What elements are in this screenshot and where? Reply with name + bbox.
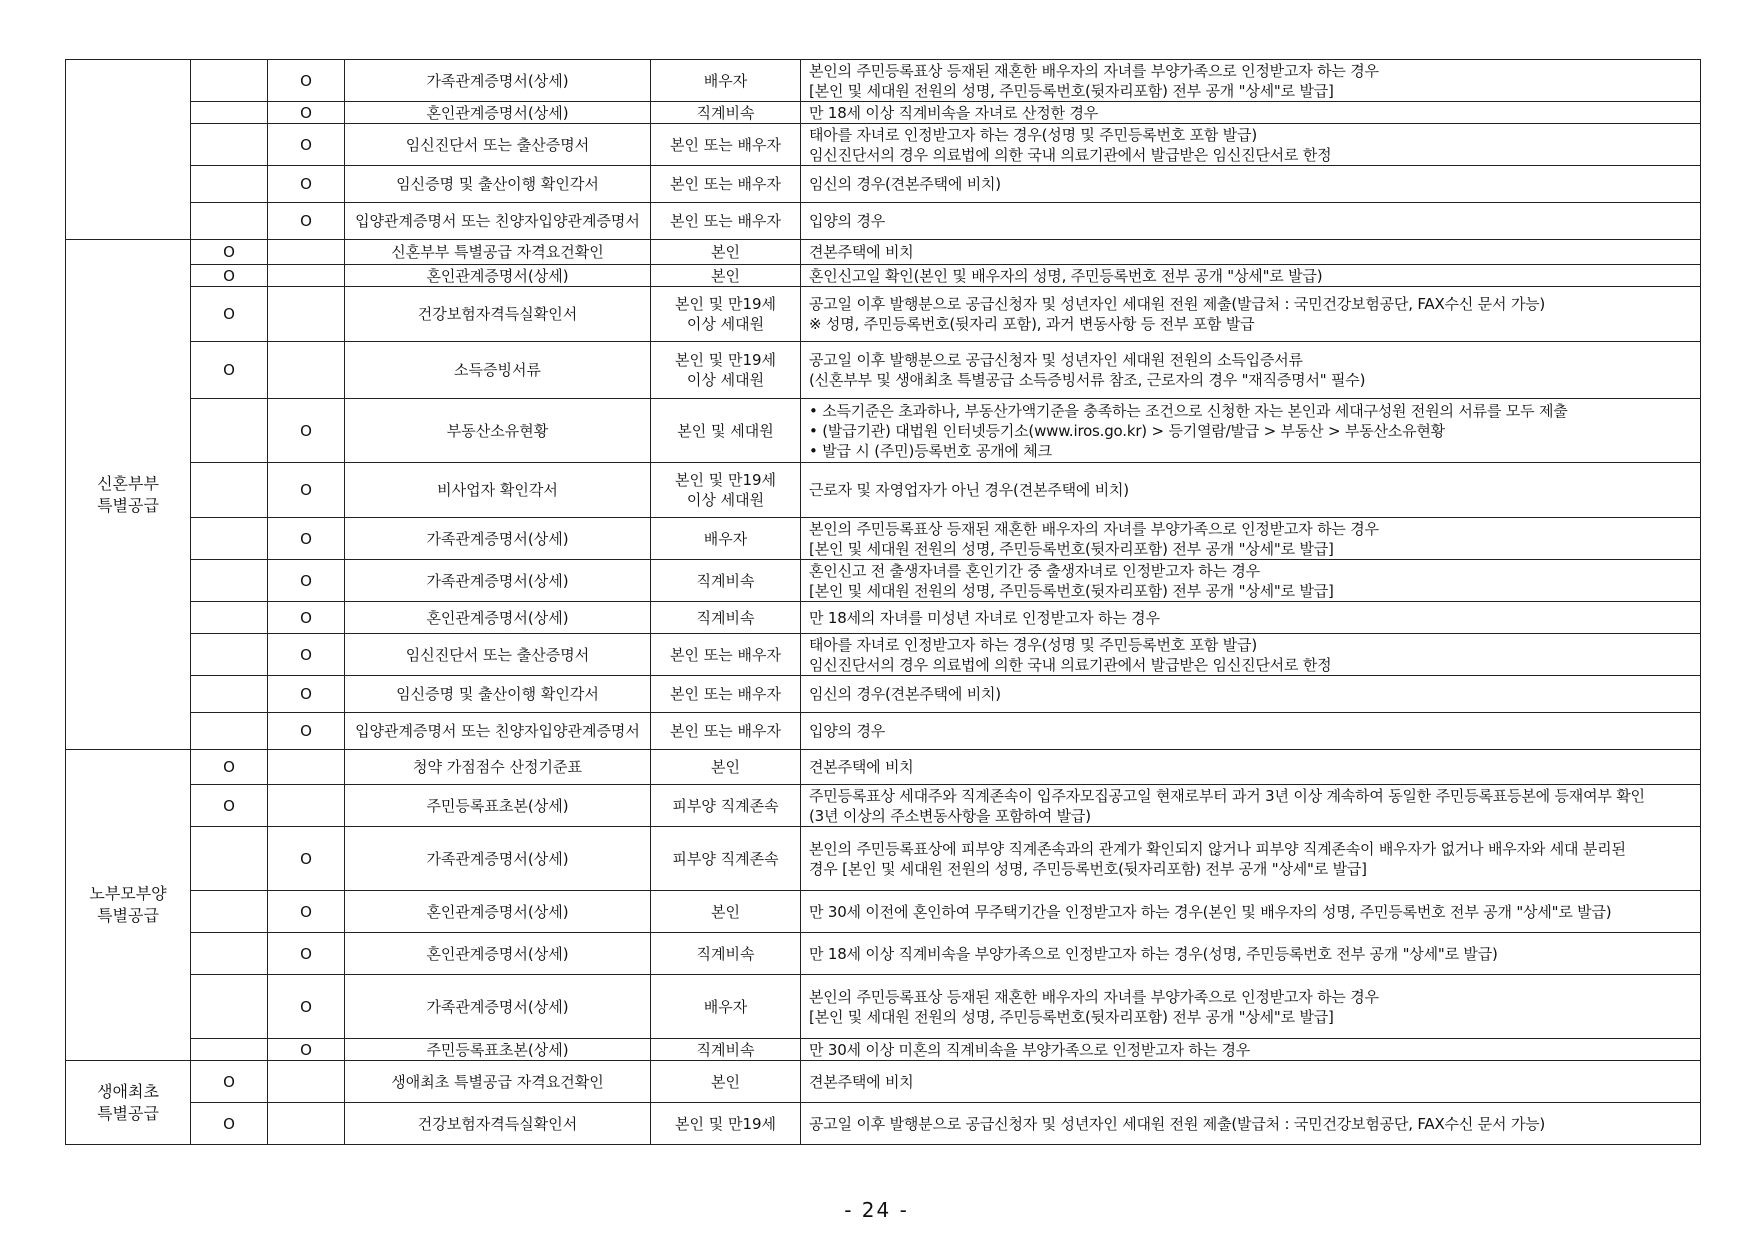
remark xyxy=(801,518,1701,560)
mark-column-1 xyxy=(191,634,268,676)
mark-column-2 xyxy=(268,342,345,399)
category-cell: 생애최초 특별공급 xyxy=(66,1061,191,1145)
remark-line: 만 30세 이상 미혼의 직계비속을 부양가족으로 인정받고자 하는 경우 xyxy=(809,1040,1251,1059)
remark xyxy=(801,891,1701,933)
remark xyxy=(801,60,1701,102)
mark-column-1: O xyxy=(191,1061,268,1103)
target-person xyxy=(651,287,801,342)
remark xyxy=(801,975,1701,1039)
mark-column-1 xyxy=(191,102,268,124)
table-row xyxy=(66,785,1701,827)
mark-column-1: O xyxy=(191,342,268,399)
remark-line: 혼인신고일 확인(본인 및 배우자의 성명, 주민등록번호 전부 공개 "상세"로 발급) xyxy=(809,266,1323,285)
remark-line: 태아를 자녀로 인정받고자 하는 경우(성명 및 주민등록번호 포함 발급) xyxy=(809,635,1257,654)
table-row xyxy=(66,287,1701,342)
mark-column-1 xyxy=(191,713,268,750)
remark xyxy=(801,342,1701,399)
remark-line: 임신의 경우(견본주택에 비치) xyxy=(809,175,1001,193)
mark-column-2 xyxy=(268,265,345,287)
document-name: 가족관계증명서(상세) xyxy=(345,827,651,891)
mark-column-2: O xyxy=(268,124,345,166)
target-person-line: 직계비속 xyxy=(696,571,755,590)
remark-line: ※ 성명, 주민등록번호(뒷자리 포함), 과거 변동사항 등 전부 포함 발급 xyxy=(809,315,1255,333)
mark-column-1: O xyxy=(191,1103,268,1145)
mark-column-2: O xyxy=(268,602,345,634)
document-name: 주민등록표초본(상세) xyxy=(345,785,651,827)
target-person xyxy=(651,463,801,518)
mark-column-1 xyxy=(191,891,268,933)
remark-line: 입양의 경우 xyxy=(809,212,886,230)
document-name: 부동산소유현황 xyxy=(345,399,651,463)
target-person-line: 배우자 xyxy=(703,997,748,1016)
remark-line: 본인의 주민등록표상 등재된 재혼한 배우자의 자녀를 부양가족으로 인정받고자 하는 경우 xyxy=(809,61,1379,80)
document-name: 청약 가점점수 산정기준표 xyxy=(345,750,651,785)
target-person xyxy=(651,602,801,634)
category-cell: 신혼부부 특별공급 xyxy=(66,240,191,750)
target-person xyxy=(651,1061,801,1103)
target-person xyxy=(651,634,801,676)
target-person-line: 직계비속 xyxy=(696,944,755,963)
mark-column-2: O xyxy=(268,676,345,713)
category-cell: 노부모부양 특별공급 xyxy=(66,750,191,1061)
table-row xyxy=(66,124,1701,166)
target-person xyxy=(651,399,801,463)
mark-column-1 xyxy=(191,602,268,634)
target-person xyxy=(651,785,801,827)
mark-column-1 xyxy=(191,1039,268,1061)
document-name: 소득증빙서류 xyxy=(345,342,651,399)
remark xyxy=(801,827,1701,891)
remark xyxy=(801,265,1701,287)
mark-column-1: O xyxy=(191,265,268,287)
target-person xyxy=(651,713,801,750)
remark xyxy=(801,676,1701,713)
table-row xyxy=(66,1039,1701,1061)
mark-column-1 xyxy=(191,60,268,102)
table-row xyxy=(66,1103,1701,1145)
document-name: 혼인관계증명서(상세) xyxy=(345,891,651,933)
remark xyxy=(801,602,1701,634)
remark-line: 공고일 이후 발행분으로 공급신청자 및 성년자인 세대원 전원 제출(발급처 : 국민건강보험공단, FAX수신 문서 가능) xyxy=(809,1114,1546,1133)
page-number: - 24 - xyxy=(844,1198,909,1222)
remark xyxy=(801,399,1701,463)
mark-column-2 xyxy=(268,240,345,265)
remark xyxy=(801,463,1701,518)
target-person-line: 배우자 xyxy=(703,529,748,548)
mark-column-1 xyxy=(191,203,268,240)
document-name: 가족관계증명서(상세) xyxy=(345,518,651,560)
target-person-line: 본인 또는 배우자 xyxy=(670,135,781,154)
target-person xyxy=(651,102,801,124)
target-person xyxy=(651,166,801,203)
mark-column-2 xyxy=(268,287,345,342)
target-person-line: 직계비속 xyxy=(696,1040,755,1059)
target-person xyxy=(651,518,801,560)
target-person xyxy=(651,60,801,102)
remark-line: [본인 및 세대원 전원의 성명, 주민등록번호(뒷자리포함) 전부 공개 "상세"로 발급] xyxy=(809,581,1334,600)
target-person xyxy=(651,933,801,975)
mark-column-1 xyxy=(191,975,268,1039)
document-name: 건강보험자격득실확인서 xyxy=(345,287,651,342)
remark xyxy=(801,750,1701,785)
target-person xyxy=(651,1103,801,1145)
target-person xyxy=(651,265,801,287)
document-name: 생애최초 특별공급 자격요건확인 xyxy=(345,1061,651,1103)
target-person xyxy=(651,676,801,713)
target-person xyxy=(651,750,801,785)
remark-line: 만 18세 이상 직계비속을 자녀로 산정한 경우 xyxy=(809,103,1099,122)
target-person-line: 본인 또는 배우자 xyxy=(670,212,781,230)
target-person-line: 피부양 직계존속 xyxy=(672,796,779,815)
mark-column-2: O xyxy=(268,560,345,602)
remark-line: 본인의 주민등록표상 등재된 재혼한 배우자의 자녀를 부양가족으로 인정받고자 하는 경우 xyxy=(809,987,1379,1006)
remark-line: (신혼부부 및 생애최초 특별공급 소득증빙서류 참조, 근로자의 경우 "재직증명서" 필수) xyxy=(809,371,1366,389)
document-name: 혼인관계증명서(상세) xyxy=(345,602,651,634)
table-row xyxy=(66,102,1701,124)
remark xyxy=(801,1039,1701,1061)
remark-line: 혼인신고 전 출생자녀를 혼인기간 중 출생자녀로 인정받고자 하는 경우 xyxy=(809,561,1260,580)
remark-line: [본인 및 세대원 전원의 성명, 주민등록번호(뒷자리포함) 전부 공개 "상세"로 발급] xyxy=(809,81,1334,100)
mark-column-2: O xyxy=(268,102,345,124)
remark-line: 근로자 및 자영업자가 아닌 경우(견본주택에 비치) xyxy=(809,481,1129,499)
target-person-line: 본인 및 만19세 xyxy=(674,471,777,489)
mark-column-1 xyxy=(191,933,268,975)
table-row xyxy=(66,203,1701,240)
mark-column-1: O xyxy=(191,287,268,342)
target-person xyxy=(651,827,801,891)
document-name: 혼인관계증명서(상세) xyxy=(345,933,651,975)
remark-line: • (발급기관) 대법원 인터넷등기소(www.iros.go.kr) > 등기열람/발급 > 부동산 > 부동산소유현황 xyxy=(809,421,1445,440)
mark-column-1 xyxy=(191,166,268,203)
target-person-line: 본인 또는 배우자 xyxy=(670,685,781,703)
mark-column-1: O xyxy=(191,785,268,827)
remark-line: (3년 이상의 주소변동사항을 포함하여 발급) xyxy=(809,806,1091,825)
target-person-line: 본인 또는 배우자 xyxy=(670,645,781,664)
remark-line: • 발급 시 (주민)등록번호 공개에 체크 xyxy=(809,441,1052,460)
remark-line: [본인 및 세대원 전원의 성명, 주민등록번호(뒷자리포함) 전부 공개 "상세"로 발급] xyxy=(809,539,1334,558)
target-person-line: 본인 xyxy=(711,1072,740,1091)
mark-column-2: O xyxy=(268,463,345,518)
remark xyxy=(801,102,1701,124)
mark-column-2: O xyxy=(268,827,345,891)
table-row xyxy=(66,166,1701,203)
target-person xyxy=(651,203,801,240)
table-row xyxy=(66,60,1701,102)
remark-line: 만 18세 이상 직계비속을 부양가족으로 인정받고자 하는 경우(성명, 주민등록번호 전부 공개 "상세"로 발급) xyxy=(809,944,1498,963)
mark-column-2: O xyxy=(268,518,345,560)
target-person xyxy=(651,1039,801,1061)
target-person xyxy=(651,240,801,265)
document-name: 임신증명 및 출산이행 확인각서 xyxy=(345,166,651,203)
target-person-line: 이상 세대원 xyxy=(686,491,765,509)
remark-line: [본인 및 세대원 전원의 성명, 주민등록번호(뒷자리포함) 전부 공개 "상세"로 발급] xyxy=(809,1007,1334,1026)
target-person-line: 본인 xyxy=(711,758,740,776)
remark xyxy=(801,203,1701,240)
mark-column-1: O xyxy=(191,750,268,785)
remark-line: 입양의 경우 xyxy=(809,722,886,740)
target-person xyxy=(651,975,801,1039)
table-row xyxy=(66,750,1701,785)
mark-column-2: O xyxy=(268,713,345,750)
table-row xyxy=(66,240,1701,265)
target-person-line: 본인 또는 배우자 xyxy=(670,722,781,740)
mark-column-2: O xyxy=(268,60,345,102)
mark-column-2: O xyxy=(268,891,345,933)
remark xyxy=(801,1103,1701,1145)
target-person-line: 본인 및 만19세 xyxy=(674,351,777,369)
document-name: 주민등록표초본(상세) xyxy=(345,1039,651,1061)
document-name: 건강보험자격득실확인서 xyxy=(345,1103,651,1145)
target-person-line: 피부양 직계존속 xyxy=(672,849,779,868)
remark xyxy=(801,560,1701,602)
mark-column-1 xyxy=(191,124,268,166)
table-row xyxy=(66,933,1701,975)
target-person xyxy=(651,342,801,399)
remark-line: 공고일 이후 발행분으로 공급신청자 및 성년자인 세대원 전원 제출(발급처 : 국민건강보험공단, FAX수신 문서 가능) xyxy=(809,295,1546,313)
target-person-line: 이상 세대원 xyxy=(686,315,765,333)
document-name: 가족관계증명서(상세) xyxy=(345,975,651,1039)
remark xyxy=(801,1061,1701,1103)
document-name: 임신증명 및 출산이행 확인각서 xyxy=(345,676,651,713)
table-row xyxy=(66,713,1701,750)
remark-line: 견본주택에 비치 xyxy=(809,243,914,261)
remark-line: 주민등록표상 세대주와 직계존속이 입주자모집공고일 현재로부터 과거 3년 이상 계속하여 동일한 주민등록표등본에 등재여부 확인 xyxy=(809,786,1645,805)
document-name: 가족관계증명서(상세) xyxy=(345,560,651,602)
remark xyxy=(801,713,1701,750)
mark-column-2: O xyxy=(268,399,345,463)
document-name: 혼인관계증명서(상세) xyxy=(345,265,651,287)
table-row xyxy=(66,676,1701,713)
target-person xyxy=(651,560,801,602)
remark xyxy=(801,166,1701,203)
table-row xyxy=(66,518,1701,560)
mark-column-2 xyxy=(268,1103,345,1145)
remark-line: 견본주택에 비치 xyxy=(809,758,914,776)
table-row xyxy=(66,827,1701,891)
table-row xyxy=(66,399,1701,463)
document-name: 입양관계증명서 또는 친양자입양관계증명서 xyxy=(345,203,651,240)
remark xyxy=(801,124,1701,166)
target-person-line: 배우자 xyxy=(703,71,748,90)
target-person-line: 본인 xyxy=(711,266,740,285)
table-row xyxy=(66,891,1701,933)
remark-line: 본인의 주민등록표상 등재된 재혼한 배우자의 자녀를 부양가족으로 인정받고자 하는 경우 xyxy=(809,519,1379,538)
target-person-line: 본인 xyxy=(711,902,740,921)
document-name: 비사업자 확인각서 xyxy=(345,463,651,518)
mark-column-1 xyxy=(191,560,268,602)
target-person xyxy=(651,124,801,166)
remark-line: 경우 [본인 및 세대원 전원의 성명, 주민등록번호(뒷자리포함) 전부 공개 "상세"로 발급] xyxy=(809,859,1367,878)
document-name: 신혼부부 특별공급 자격요건확인 xyxy=(345,240,651,265)
mark-column-2: O xyxy=(268,634,345,676)
remark xyxy=(801,240,1701,265)
remark-line: 만 30세 이전에 혼인하여 무주택기간을 인정받고자 하는 경우(본인 및 배우자의 성명, 주민등록번호 전부 공개 "상세"로 발급) xyxy=(809,902,1612,921)
mark-column-1: O xyxy=(191,240,268,265)
table-row xyxy=(66,265,1701,287)
remark-line: 임신진단서의 경우 의료법에 의한 국내 의료기관에서 발급받은 임신진단서로 한정 xyxy=(809,655,1332,674)
table-row xyxy=(66,1061,1701,1103)
target-person-line: 본인 및 세대원 xyxy=(677,421,774,440)
remark xyxy=(801,634,1701,676)
remark-line: 임신의 경우(견본주택에 비치) xyxy=(809,685,1001,703)
target-person-line: 직계비속 xyxy=(696,103,755,122)
mark-column-2: O xyxy=(268,933,345,975)
document-name: 가족관계증명서(상세) xyxy=(345,60,651,102)
table-row xyxy=(66,602,1701,634)
mark-column-1 xyxy=(191,827,268,891)
remark-line: • 소득기준은 초과하나, 부동산가액기준을 충족하는 조건으로 신청한 자는 본인과 세대구성원 전원의 서류를 모두 제출 xyxy=(809,401,1568,420)
target-person-line: 직계비속 xyxy=(696,608,755,627)
document-table xyxy=(65,59,1701,1145)
mark-column-2 xyxy=(268,750,345,785)
remark-line: 태아를 자녀로 인정받고자 하는 경우(성명 및 주민등록번호 포함 발급) xyxy=(809,125,1257,144)
table-row xyxy=(66,342,1701,399)
mark-column-2: O xyxy=(268,166,345,203)
category-cell xyxy=(66,60,191,240)
remark-line: 본인의 주민등록표상에 피부양 직계존속과의 관계가 확인되지 않거나 피부양 직계존속이 배우자가 없거나 배우자와 세대 분리된 xyxy=(809,839,1626,858)
remark-line: 공고일 이후 발행분으로 공급신청자 및 성년자인 세대원 전원의 소득입증서류 xyxy=(809,351,1303,369)
target-person-line: 본인 xyxy=(711,243,740,261)
mark-column-1 xyxy=(191,676,268,713)
target-person-line: 이상 세대원 xyxy=(686,371,765,389)
mark-column-1 xyxy=(191,399,268,463)
document-name: 입양관계증명서 또는 친양자입양관계증명서 xyxy=(345,713,651,750)
document-name: 임신진단서 또는 출산증명서 xyxy=(345,124,651,166)
target-person-line: 본인 및 만19세 xyxy=(674,295,777,313)
document-name: 임신진단서 또는 출산증명서 xyxy=(345,634,651,676)
target-person xyxy=(651,891,801,933)
mark-column-2: O xyxy=(268,1039,345,1061)
mark-column-2 xyxy=(268,785,345,827)
remark-line: 만 18세의 자녀를 미성년 자녀로 인정받고자 하는 경우 xyxy=(809,608,1160,627)
remark xyxy=(801,287,1701,342)
mark-column-2 xyxy=(268,1061,345,1103)
target-person-line: 본인 또는 배우자 xyxy=(670,175,781,193)
remark-line: 임신진단서의 경우 의료법에 의한 국내 의료기관에서 발급받은 임신진단서로 한정 xyxy=(809,145,1332,164)
table-row xyxy=(66,560,1701,602)
document-name: 혼인관계증명서(상세) xyxy=(345,102,651,124)
target-person-line: 본인 및 만19세 xyxy=(674,1114,777,1133)
remark xyxy=(801,785,1701,827)
remark-line: 견본주택에 비치 xyxy=(809,1072,914,1091)
table-row xyxy=(66,975,1701,1039)
mark-column-2: O xyxy=(268,203,345,240)
remark xyxy=(801,933,1701,975)
table-row xyxy=(66,634,1701,676)
mark-column-2: O xyxy=(268,975,345,1039)
table-row xyxy=(66,463,1701,518)
mark-column-1 xyxy=(191,518,268,560)
mark-column-1 xyxy=(191,463,268,518)
